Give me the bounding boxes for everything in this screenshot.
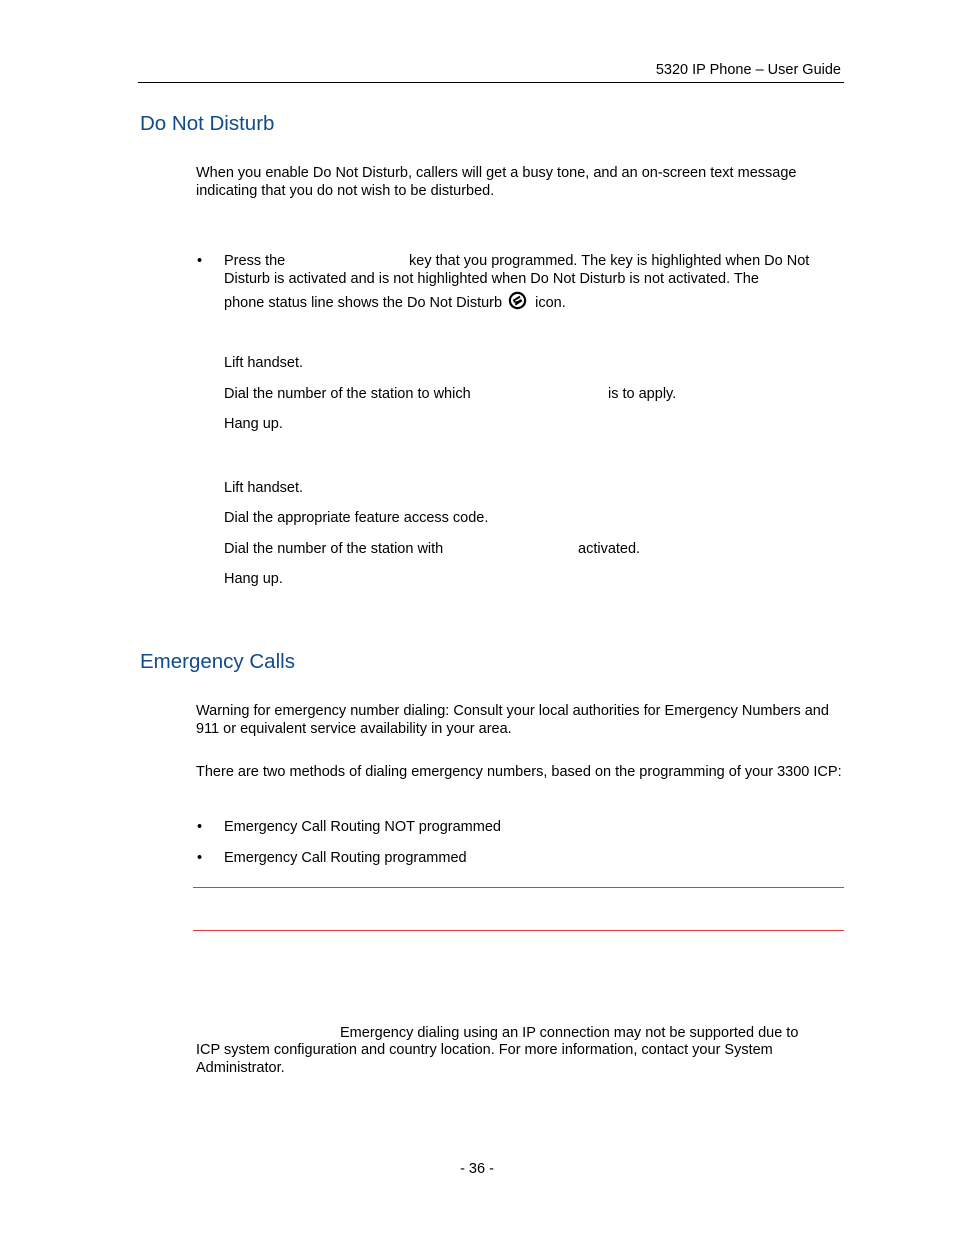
note-top-rule bbox=[193, 887, 844, 888]
note-bottom-rule bbox=[193, 930, 844, 931]
step2-dial-station-b: activated. bbox=[578, 541, 641, 557]
step-dial-station-a: Dial the number of the station to which bbox=[224, 386, 471, 402]
do-not-disturb-icon bbox=[508, 291, 527, 314]
dnd-intro-paragraph: When you enable Do Not Disturb, callers will get a busy tone, and an on-screen text message indicating that you do not wish to be disturbed. bbox=[196, 165, 797, 199]
step2-dial-access-code: Dial the appropriate feature access code. bbox=[224, 510, 489, 526]
bullet-dot: • bbox=[197, 850, 203, 866]
step2-hang-up: Hang up. bbox=[224, 571, 283, 587]
step2-lift-handset: Lift handset. bbox=[224, 480, 303, 496]
ip-note-line1: Emergency dialing using an IP connection may not be supported due to bbox=[340, 1025, 799, 1041]
page-number: - 36 - bbox=[460, 1161, 494, 1177]
emergency-methods-paragraph: There are two methods of dialing emergency numbers, based on the programming of your 3300 ICP: bbox=[196, 764, 842, 780]
ip-note-line3: Administrator. bbox=[196, 1060, 285, 1076]
dnd-bullet-line3 bbox=[224, 291, 566, 314]
header-divider bbox=[138, 82, 844, 83]
dnd-bullet-line2: Disturb is activated and is not highlighted when Do Not Disturb is not activated. The bbox=[224, 271, 759, 287]
step-lift-handset: Lift handset. bbox=[224, 355, 303, 371]
bullet-dot: • bbox=[197, 819, 203, 835]
dnd-bullet-text-b: key that you programmed. The key is highlighted when Do Not bbox=[409, 253, 810, 269]
step-dial-station-b: is to apply. bbox=[608, 386, 677, 402]
step2-dial-station-a: Dial the number of the station with bbox=[224, 541, 444, 557]
section-heading-emergency-calls: Emergency Calls bbox=[140, 650, 295, 673]
dnd-bullet-line3-a: phone status line shows the Do Not Disturb bbox=[224, 295, 503, 311]
ip-note-line2: ICP system configuration and country location. For more information, contact your System bbox=[196, 1042, 773, 1058]
section-heading-do-not-disturb: Do Not Disturb bbox=[140, 112, 275, 135]
emergency-warning-paragraph: Warning for emergency number dialing: Consult your local authorities for Emergency Numbers and 911 or equivalent service availability in your area. bbox=[196, 703, 829, 737]
step-hang-up: Hang up. bbox=[224, 416, 283, 432]
bullet-dot: • bbox=[197, 253, 203, 269]
dnd-bullet-line3-b: icon. bbox=[535, 295, 566, 311]
running-header: 5320 IP Phone – User Guide bbox=[655, 62, 841, 78]
method-bullet-2: Emergency Call Routing programmed bbox=[224, 850, 467, 866]
dnd-bullet-text-a: Press the bbox=[224, 253, 286, 269]
method-bullet-1: Emergency Call Routing NOT programmed bbox=[224, 819, 501, 835]
